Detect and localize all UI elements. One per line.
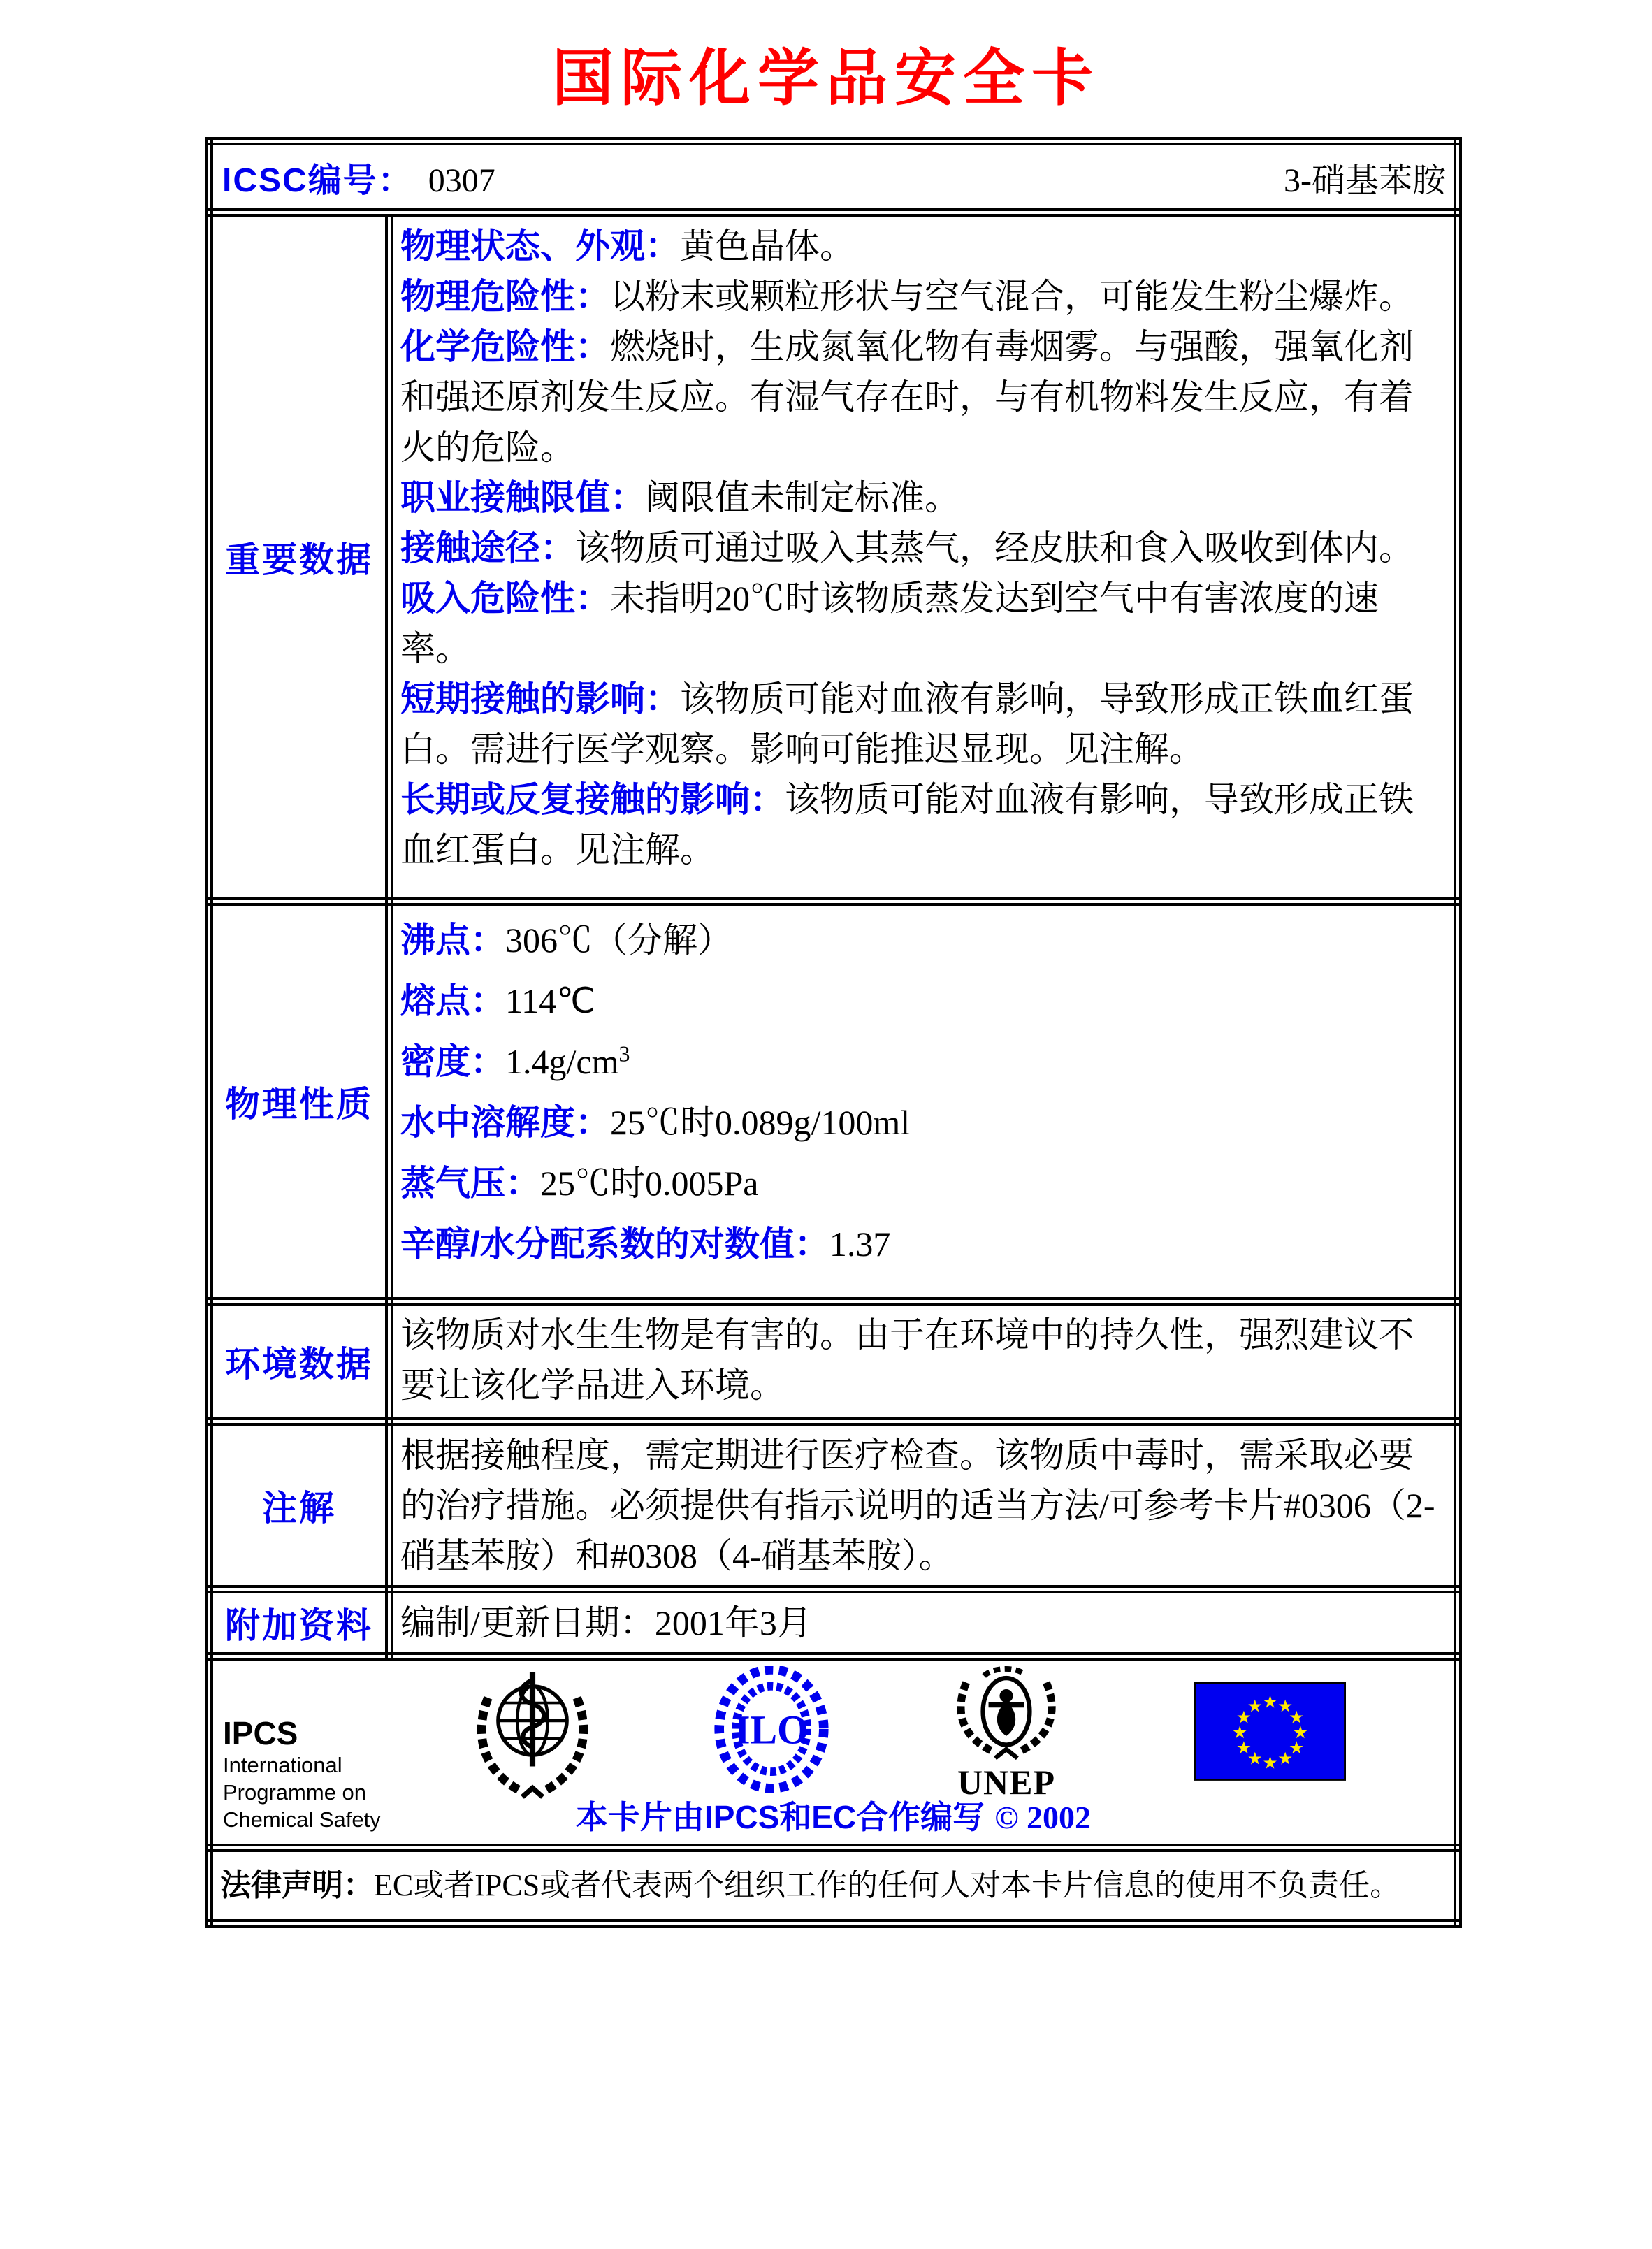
notes-row <box>209 1422 1458 1589</box>
update-date-label: 编制/更新日期： <box>400 1603 655 1642</box>
section-label-physical: 物理性质 <box>209 902 389 1301</box>
ipcs-subtitle-line2: Programme on <box>223 1780 367 1805</box>
legal-text: EC或者IPCS或者代表两个组织工作的任何人对本卡片信息的使用不负责任。 <box>374 1868 1401 1903</box>
field-chemical-danger: 化学危险性：燃烧时，生成氮氧化物有毒烟雾。与强酸，强氧化剂和强还原剂发生反应。有湿气存在时，与有机物料发生反应，有着火的危险。 <box>400 327 1414 467</box>
svg-text:★: ★ <box>1247 1695 1263 1716</box>
field-octanol-water-coefficient: 辛醇/水分配系数的对数值：1.37 <box>400 1224 891 1264</box>
copyright-text: © 2002 <box>994 1800 1092 1835</box>
svg-text:★: ★ <box>1232 1722 1248 1743</box>
unep-logo-block <box>947 1665 1066 1802</box>
icsc-card-table <box>205 137 1462 1928</box>
section-label-important: 重要数据 <box>209 212 389 902</box>
ipcs-title: IPCS <box>223 1715 298 1751</box>
field-inhalation-risk: 吸入危险性：未指明20℃时该物质蒸发达到空气中有害浓度的速率。 <box>400 579 1379 668</box>
svg-text:★: ★ <box>1247 1748 1263 1769</box>
update-date-value: 2001年3月 <box>654 1603 812 1642</box>
field-physical-danger: 物理危险性：以粉末或颗粒形状与空气混合，可能发生粉尘爆炸。 <box>400 277 1414 316</box>
notes-content: 根据接触程度，需定期进行医疗检查。该物质中毒时，需采取必要的治疗措施。必须提供有指示说明的适当方法/可参考卡片#0306（2-硝基苯胺）和#0308（4-硝基苯胺）。 <box>389 1422 1458 1589</box>
ipcs-subtitle-line3: Chemical Safety <box>223 1807 381 1832</box>
ilo-logo-icon <box>712 1666 831 1799</box>
svg-text:★: ★ <box>1289 1737 1305 1758</box>
field-long-term-effects: 长期或反复接触的影响：该物质可能对血液有影响，导致形成正铁血红蛋白。见注解。 <box>400 780 1414 869</box>
svg-text:★: ★ <box>1262 1691 1278 1712</box>
field-density: 密度：$1.4g/cm^3$ <box>400 1041 630 1081</box>
svg-text:★: ★ <box>1277 1695 1294 1716</box>
logos-row <box>209 1656 1458 1848</box>
unep-logo-icon <box>950 1665 1062 1763</box>
field-water-solubility: 水中溶解度：25℃时0.089g/100ml <box>400 1103 911 1142</box>
section-label-environment: 环境数据 <box>209 1301 389 1422</box>
legal-content <box>209 1848 1458 1923</box>
svg-text:★: ★ <box>1292 1722 1308 1743</box>
svg-text:★: ★ <box>1289 1707 1305 1728</box>
page-title: 国际化学品安全卡 <box>551 45 1100 113</box>
field-boiling-point: 沸点：306℃（分解） <box>400 920 732 960</box>
additional-info-content <box>389 1589 1458 1656</box>
ipcs-subtitle-line1: International <box>223 1753 342 1777</box>
credit-text: 本卡片由IPCS和EC合作编写 <box>575 1799 985 1835</box>
field-exposure-limit: 职业接触限值：阈限值未制定标准。 <box>400 478 959 517</box>
field-exposure-route: 接触途径：该物质可通过吸入其蒸气，经皮肤和食入吸收到体内。 <box>400 528 1414 567</box>
field-short-term-effects: 短期接触的影响：该物质可能对血液有影响，导致形成正铁血红蛋白。需进行医学观察。影响可能推迟显现。见注解。 <box>400 679 1414 769</box>
additional-info-row <box>209 1589 1458 1656</box>
svg-text:★: ★ <box>1236 1737 1252 1758</box>
field-vapor-pressure: 蒸气压：25℃时0.005Pa <box>400 1164 759 1203</box>
svg-text:★: ★ <box>1277 1748 1294 1769</box>
header-row <box>209 141 1458 212</box>
legal-label: 法律声明： <box>220 1868 374 1903</box>
section-label-notes: 注解 <box>209 1422 389 1589</box>
svg-text:★: ★ <box>1236 1707 1252 1728</box>
who-logo-icon <box>469 1665 596 1805</box>
icsc-number-label: ICSC编号： <box>222 161 413 199</box>
icsc-number-group <box>222 153 495 201</box>
section-label-additional: 附加资料 <box>209 1589 389 1656</box>
credit-line <box>213 1792 1454 1838</box>
ilo-letters: ILO <box>734 1707 809 1753</box>
chemical-name: 3-硝基苯胺 <box>1284 161 1446 199</box>
field-physical-state: 物理状态、外观：黄色晶体。 <box>400 226 855 266</box>
physical-properties-content <box>389 902 1458 1301</box>
physical-properties-row <box>209 902 1458 1301</box>
important-data-row <box>209 212 1458 902</box>
density-superscript: 3 <box>618 1041 630 1066</box>
unep-letters: UNEP <box>957 1763 1056 1802</box>
important-data-content <box>389 212 1458 902</box>
icsc-number-value: 0307 <box>428 161 495 199</box>
field-melting-point: 熔点：114℃ <box>400 981 596 1020</box>
legal-row <box>209 1848 1458 1923</box>
environmental-data-content: 该物质对水生生物是有害的。由于在环境中的持久性，强烈建议不要让该化学品进入环境。 <box>389 1301 1458 1422</box>
svg-text:★: ★ <box>1262 1752 1278 1773</box>
environmental-data-row <box>209 1301 1458 1422</box>
eu-flag-icon <box>1194 1682 1346 1781</box>
